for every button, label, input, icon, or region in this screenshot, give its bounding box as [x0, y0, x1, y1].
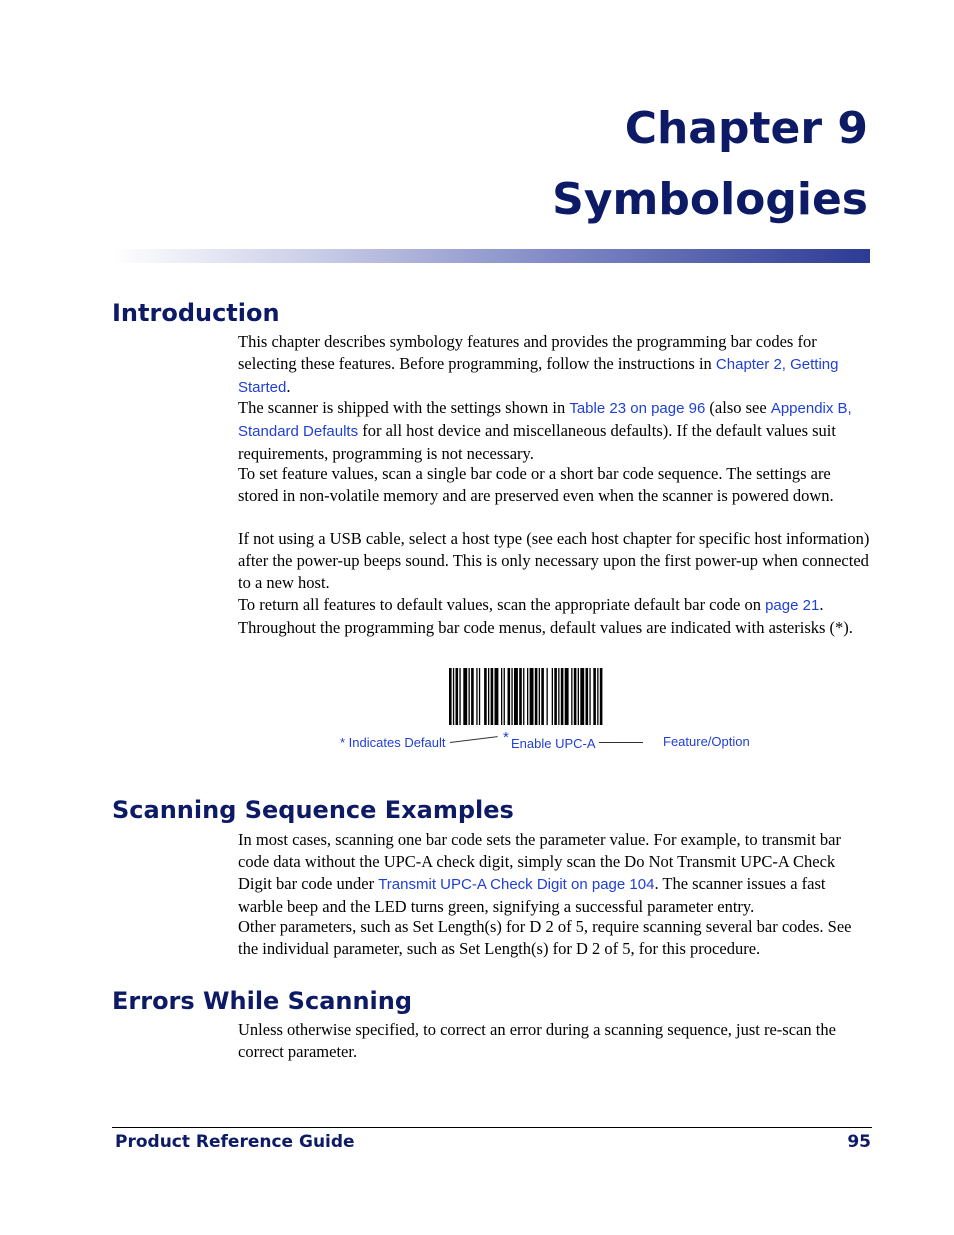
barcode-bar [514, 668, 518, 725]
barcode-bar [511, 668, 512, 725]
footer-page-number: 95 [847, 1132, 871, 1152]
barcode-bar [565, 668, 569, 725]
intro-paragraph-4: If not using a USB cable, select a host type (see each host chapter for specific host information) after the power-up beeps sound. This is only necessary upon the first power-up when connected to a new host. [238, 529, 870, 592]
footer-title: Product Reference Guide [115, 1132, 355, 1152]
barcode-bar [453, 668, 454, 725]
barcode-bar [530, 668, 534, 725]
intro-paragraph-5: To return all features to default values, scan the appropriate default bar code on page 21. Throughout the programming bar code menus, default values are indicated with asterisks (*). [238, 595, 853, 637]
chapter-title: Symbologies [552, 174, 868, 225]
heading-introduction: Introduction [112, 299, 280, 327]
barcode-bar [495, 668, 499, 725]
barcode-bar [491, 668, 494, 725]
barcode-bar [586, 668, 589, 725]
scanning-paragraph-1: In most cases, scanning one bar code sets the parameter value. For example, to transmit bar code data without the UPC-A check digit, simply scan the Do Not Transmit UPC-A Check Digit bar code under Transmit UPC-A Check Digit on page 104. The scanner issues a fast warble beep and the LED turns green, signifying a successful parameter entry. [238, 830, 841, 916]
barcode-image [449, 668, 657, 725]
barcode-bar [469, 668, 470, 725]
intro-paragraph-1: This chapter describes symbology features and provides the programming bar codes for selecting these features. Before programming, follow the instructions in Chapter 2, Getting Started. [238, 332, 839, 396]
barcode-bar [558, 668, 559, 725]
chapter-gradient-bar [112, 249, 870, 263]
barcode-bar [527, 668, 528, 725]
indicates-default-label: * Indicates Default [340, 735, 446, 750]
intro-paragraph-3: To set feature values, scan a single bar code or a short bar code sequence. The settings are stored in non-volatile memory and are preserved even when the scanner is powered down. [238, 464, 834, 505]
barcode-bar [541, 668, 544, 725]
default-asterisk: * [503, 729, 509, 746]
barcode-bar [574, 668, 577, 725]
barcode-bar [484, 668, 487, 725]
barcode-bar [449, 668, 452, 725]
pointer-line-feature [599, 742, 643, 743]
barcode-bar [580, 668, 584, 725]
option-label: Enable UPC-A [511, 736, 596, 751]
barcode-bar [593, 668, 596, 725]
barcode-bar [459, 668, 460, 725]
link-chapter-2[interactable]: Chapter 2, Getting Started [238, 356, 839, 396]
pointer-line-default [450, 736, 498, 743]
barcode-bar [561, 668, 564, 725]
link-table-23[interactable]: Table 23 on page 96 [569, 400, 706, 417]
barcode-bar [508, 668, 511, 725]
link-page-21[interactable]: page 21 [765, 597, 820, 614]
footer-rule [112, 1127, 872, 1128]
barcode-bar [476, 668, 477, 725]
heading-scanning-sequence: Scanning Sequence Examples [112, 796, 514, 824]
barcode-bar [456, 668, 459, 725]
heading-errors-while-scanning: Errors While Scanning [112, 987, 413, 1015]
barcode-bar [504, 668, 505, 725]
errors-paragraph: Unless otherwise specified, to correct an error during a scanning sequence, just re-scan the correct parameter. [238, 1020, 836, 1061]
scanning-paragraph-2: Other parameters, such as Set Length(s) for D 2 of 5, require scanning several bar codes. See the individual parameter, such as Set Length(s) for D 2 of 5, for this procedure. [238, 917, 852, 958]
barcode-bar [554, 668, 557, 725]
barcode-bar [539, 668, 540, 725]
barcode-bar [547, 668, 548, 725]
barcode-bar [501, 668, 502, 725]
barcode-bar [471, 668, 474, 725]
barcode-bar [600, 668, 603, 725]
barcode-bar [479, 668, 480, 725]
barcode-bar [519, 668, 522, 725]
barcode-bar [463, 668, 467, 725]
intro-paragraph-2: The scanner is shipped with the settings shown in Table 23 on page 96 (also see Appendix B, Standard Defaults for all host device and miscellaneous defaults). If the default values suit requirements, programming is not necessary. [238, 398, 852, 463]
barcode-bar [578, 668, 579, 725]
barcode-bar [488, 668, 489, 725]
chapter-number: Chapter 9 [624, 103, 868, 154]
barcode-bar [523, 668, 524, 725]
barcode-bar [552, 668, 553, 725]
barcode-bar [597, 668, 598, 725]
barcode-bar [571, 668, 572, 725]
barcode-bar [535, 668, 538, 725]
link-transmit-upca-check-digit[interactable]: Transmit UPC-A Check Digit on page 104 [378, 876, 655, 893]
barcode-bar [589, 668, 590, 725]
feature-option-label: Feature/Option [663, 734, 750, 749]
link-appendix-b[interactable]: Appendix B, Standard Defaults [238, 400, 852, 440]
